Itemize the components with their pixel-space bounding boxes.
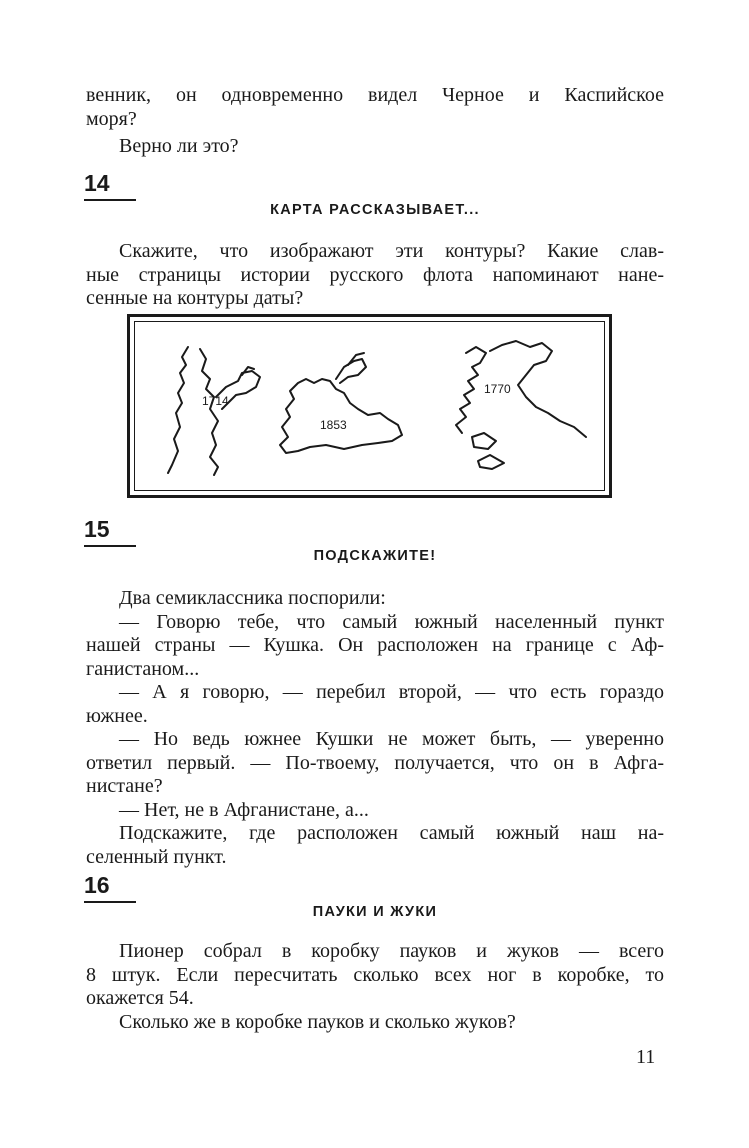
map-label-1714: 1714 xyxy=(202,394,229,408)
text-line: моря? xyxy=(86,107,137,130)
text-line: окажется 54. xyxy=(86,987,194,1009)
text-line: ганистаном... xyxy=(86,657,200,680)
problem-number: 16 xyxy=(84,872,110,898)
text-line: венник, он одновременно видел Черное и Каспийское xyxy=(86,84,664,106)
text-line: 8 штук. Если пересчитать сколько всех ног в коробке, то xyxy=(86,963,664,986)
problem-text xyxy=(86,940,664,1034)
problem-number: 14 xyxy=(84,170,110,196)
page-number: 11 xyxy=(636,1046,656,1068)
number-underline xyxy=(84,901,136,903)
problem-text xyxy=(86,240,664,311)
text-line: — Нет, не в Афганистане, а... xyxy=(119,798,369,821)
black-sea-contour xyxy=(280,379,402,453)
problem-number: 15 xyxy=(84,516,110,542)
text-line: — А я говорю, — перебил второй, — что есть гораздо xyxy=(119,681,664,703)
text-line: ответил первый. — По-твоему, получается, что он в Афга- xyxy=(86,751,664,774)
text-line: нистане? xyxy=(86,775,163,797)
text-line: Подскажите, где расположен самый южный наш на- xyxy=(119,822,664,844)
text-line: ные страницы истории русского флота напоминают нане- xyxy=(86,263,664,286)
problem-title: ПАУКИ И ЖУКИ xyxy=(312,904,438,920)
map-label-1770: 1770 xyxy=(484,382,511,396)
text-line: — Говорю тебе, что самый южный населенный пункт xyxy=(119,610,664,633)
map-label-1853: 1853 xyxy=(320,418,347,432)
text-line: Верно ли это? xyxy=(119,135,239,157)
text-line: селенный пункт. xyxy=(86,845,227,868)
text-line: Скажите, что изображают эти контуры? Какие слав- xyxy=(119,240,664,262)
text-line: Два семиклассника поспорили: xyxy=(119,587,386,609)
text-line: южнее. xyxy=(86,704,148,727)
problem-text xyxy=(86,587,664,869)
problem-title: КАРТА РАССКАЗЫВАЕТ... xyxy=(270,202,480,218)
gulf-bothnia-contour xyxy=(200,349,218,475)
text-line: Сколько же в коробке пауков и сколько жуков? xyxy=(119,1010,516,1033)
text-line: нашей страны — Кушка. Он расположен на границе с Аф- xyxy=(86,634,664,656)
map-contours xyxy=(130,317,615,501)
intro-paragraph xyxy=(86,84,664,159)
baltic-sea-contour xyxy=(168,347,188,473)
problem-title: ПОДСКАЖИТЕ! xyxy=(313,548,437,564)
number-underline xyxy=(84,199,136,201)
text-line: сенные на контуры даты? xyxy=(86,287,304,309)
aegean-sea-contour xyxy=(456,347,486,433)
text-line: Пионер собрал в коробку пауков и жуков — всего xyxy=(119,940,664,962)
map-figure xyxy=(127,314,612,498)
number-underline xyxy=(84,545,136,547)
text-line: — Но ведь южнее Кушки не может быть, — уверенно xyxy=(119,728,664,750)
